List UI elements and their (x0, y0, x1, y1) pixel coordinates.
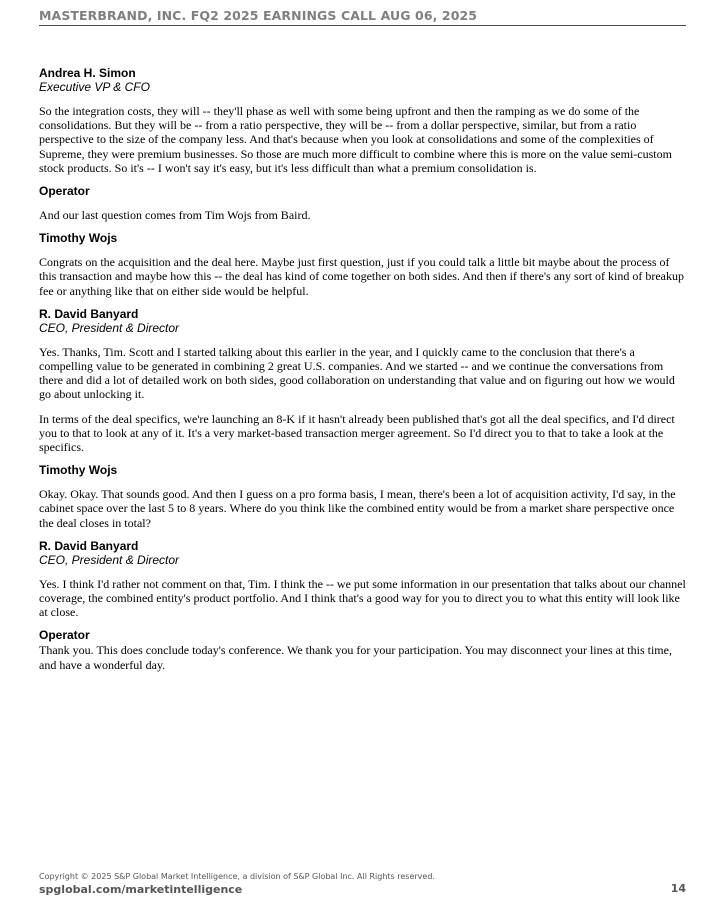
speech-paragraph: So the integration costs, they will -- they'll phase as well with some being upfront and then the ramping as we do some of the consolidations. But they will be -- from a ratio perspective, they will be -- from a dollar perspective, similar, but from a ratio perspective to the size of the company less. And that's because when you look at consolidations and some of the complexities of Supreme, they were premium businesses. So those are much more difficult to combine where this is more on the value semi-custom stock products. So it's -- I won't say it's easy, but it's less difficult than what a premium consolidation is. (39, 104, 672, 175)
speaker-title: CEO, President & Director (39, 552, 180, 567)
transcript-body (39, 66, 686, 672)
speech-paragraph: In terms of the deal specifics, we're launching an 8-K if it hasn't already been published that's got all the deal specifics, and I'd direct you to that to look at any of it. It's a very market-based transaction merger agreement. So I'd direct you to that to take a look at the specifics. (39, 411, 675, 455)
speech-paragraph: Thank you. This does conclude today's conference. We thank you for your participation. You may disconnect your lines at this time, and have a wonderful day. (39, 643, 672, 672)
footer-site-link[interactable]: spglobal.com/marketintelligence (39, 883, 243, 896)
speaker-name: Operator (39, 628, 90, 643)
speaker-block (39, 463, 686, 530)
speaker-block (39, 231, 686, 298)
speaker-name: Timothy Wojs (39, 463, 118, 478)
page-number: 14 (670, 882, 686, 895)
speaker-title: CEO, President & Director (39, 320, 180, 335)
speaker-block (39, 628, 686, 671)
speaker-name: R. David Banyard (39, 306, 139, 321)
speaker-block (39, 539, 686, 620)
footer-copyright: Copyright © 2025 S&P Global Market Intelligence, a division of S&P Global Inc. All Rights reserved. (39, 872, 435, 881)
speaker-name: Timothy Wojs (39, 231, 118, 246)
speech-paragraph: Yes. I think I'd rather not comment on that, Tim. I think the -- we put some information in our presentation that talks about our channel coverage, the combined entity's product portfolio. And I think that's a good way for you to direct you to what this entity will look like at close. (39, 576, 686, 620)
speaker-block (39, 307, 686, 454)
speech-paragraph: And our last question comes from Tim Wojs from Baird. (39, 208, 311, 223)
speaker-block (39, 184, 686, 222)
speech-paragraph: Yes. Thanks, Tim. Scott and I started talking about this earlier in the year, and I quickly came to the conclusion that there's a compelling value to be generated in combining 2 great U.S. companies. And we started -- and we continue the conversations from there and did a lot of detailed work on both sides, good collaboration on understanding that value and on figuring out how we would go about unlocking it. (39, 344, 675, 402)
speaker-name: R. David Banyard (39, 538, 139, 553)
header-divider (39, 25, 686, 26)
speech-paragraph: Congrats on the acquisition and the deal here. Maybe just first question, just if you could talk a little bit maybe about the process of this transaction and maybe how this -- the deal has kind of come together on both sides. And then if there's any sort of kind of breakup fee or anything like that on either side would be helpful. (39, 255, 685, 298)
speaker-name: Operator (39, 184, 90, 199)
speaker-block (39, 66, 686, 175)
page-header-title: MASTERBRAND, INC. FQ2 2025 EARNINGS CALL AUG 06, 2025 (39, 8, 478, 23)
speaker-title: Executive VP & CFO (39, 80, 150, 94)
speaker-name: Andrea H. Simon (39, 66, 136, 80)
speech-paragraph: Okay. Okay. That sounds good. And then I guess on a pro forma basis, I mean, there's been a lot of acquisition activity, I'd say, in the cabinet space over the last 5 to 8 years. Where do you think like the combined entity would be from a market share perspective once the deal closes in total? (39, 487, 676, 530)
